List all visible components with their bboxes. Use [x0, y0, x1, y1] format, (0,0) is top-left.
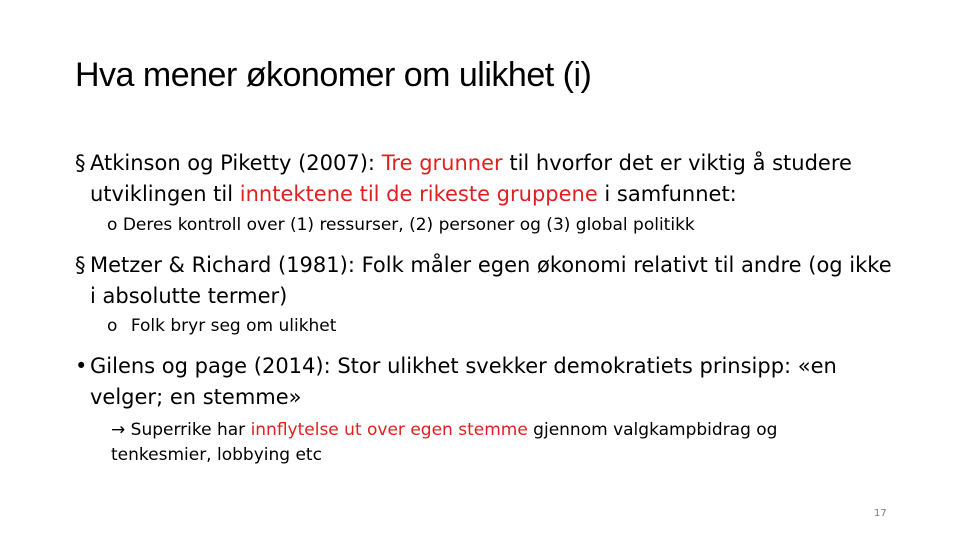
square-bullet-icon: §	[75, 253, 86, 277]
bullet-item-gilens	[75, 351, 895, 413]
square-bullet-icon: §	[75, 151, 86, 175]
sub-item-text: Superrike har innflytelse ut over egen stemme gjennom valgkampbidrag og tenkesmier, lobbying etc	[111, 420, 778, 465]
sub-item-text: Folk bryr seg om ulikhet	[130, 316, 337, 336]
bullet-text: Atkinson og Piketty (2007): Tre grunner til hvorfor det er viktig å studere utviklingen til inntektene til de rikeste gruppene i samfunnet:	[90, 151, 852, 206]
bullet-item-atkinson	[75, 148, 895, 210]
highlight-text: Tre grunner	[381, 151, 503, 175]
page-number: 17	[874, 508, 887, 519]
bullet-text: Metzer & Richard (1981): Folk måler egen økonomi relativt til andre (og ikke i absolutte termer)	[90, 253, 892, 308]
circle-bullet-icon: o	[107, 215, 118, 235]
bullet-item-metzer	[75, 250, 895, 312]
bullet-text: Gilens og page (2014): Stor ulikhet svekker demokratiets prinsipp: «en velger; en stemme»	[90, 354, 837, 409]
round-bullet-icon: •	[75, 354, 88, 378]
arrow-right-icon: →	[111, 420, 126, 440]
circle-bullet-icon: o	[107, 316, 118, 336]
sub-item-folk-bryr	[107, 314, 887, 339]
sub-item-superrike	[111, 418, 881, 468]
highlight-text: inntektene til de rikeste gruppene	[239, 182, 598, 206]
highlight-text: innflytelse ut over egen stemme	[250, 420, 528, 440]
sub-item-text: Deres kontroll over (1) ressurser, (2) personer og (3) global politikk	[122, 215, 695, 235]
sub-item-kontroll	[107, 213, 887, 238]
slide-title: Hva mener økonomer om ulikhet (i)	[75, 56, 592, 94]
